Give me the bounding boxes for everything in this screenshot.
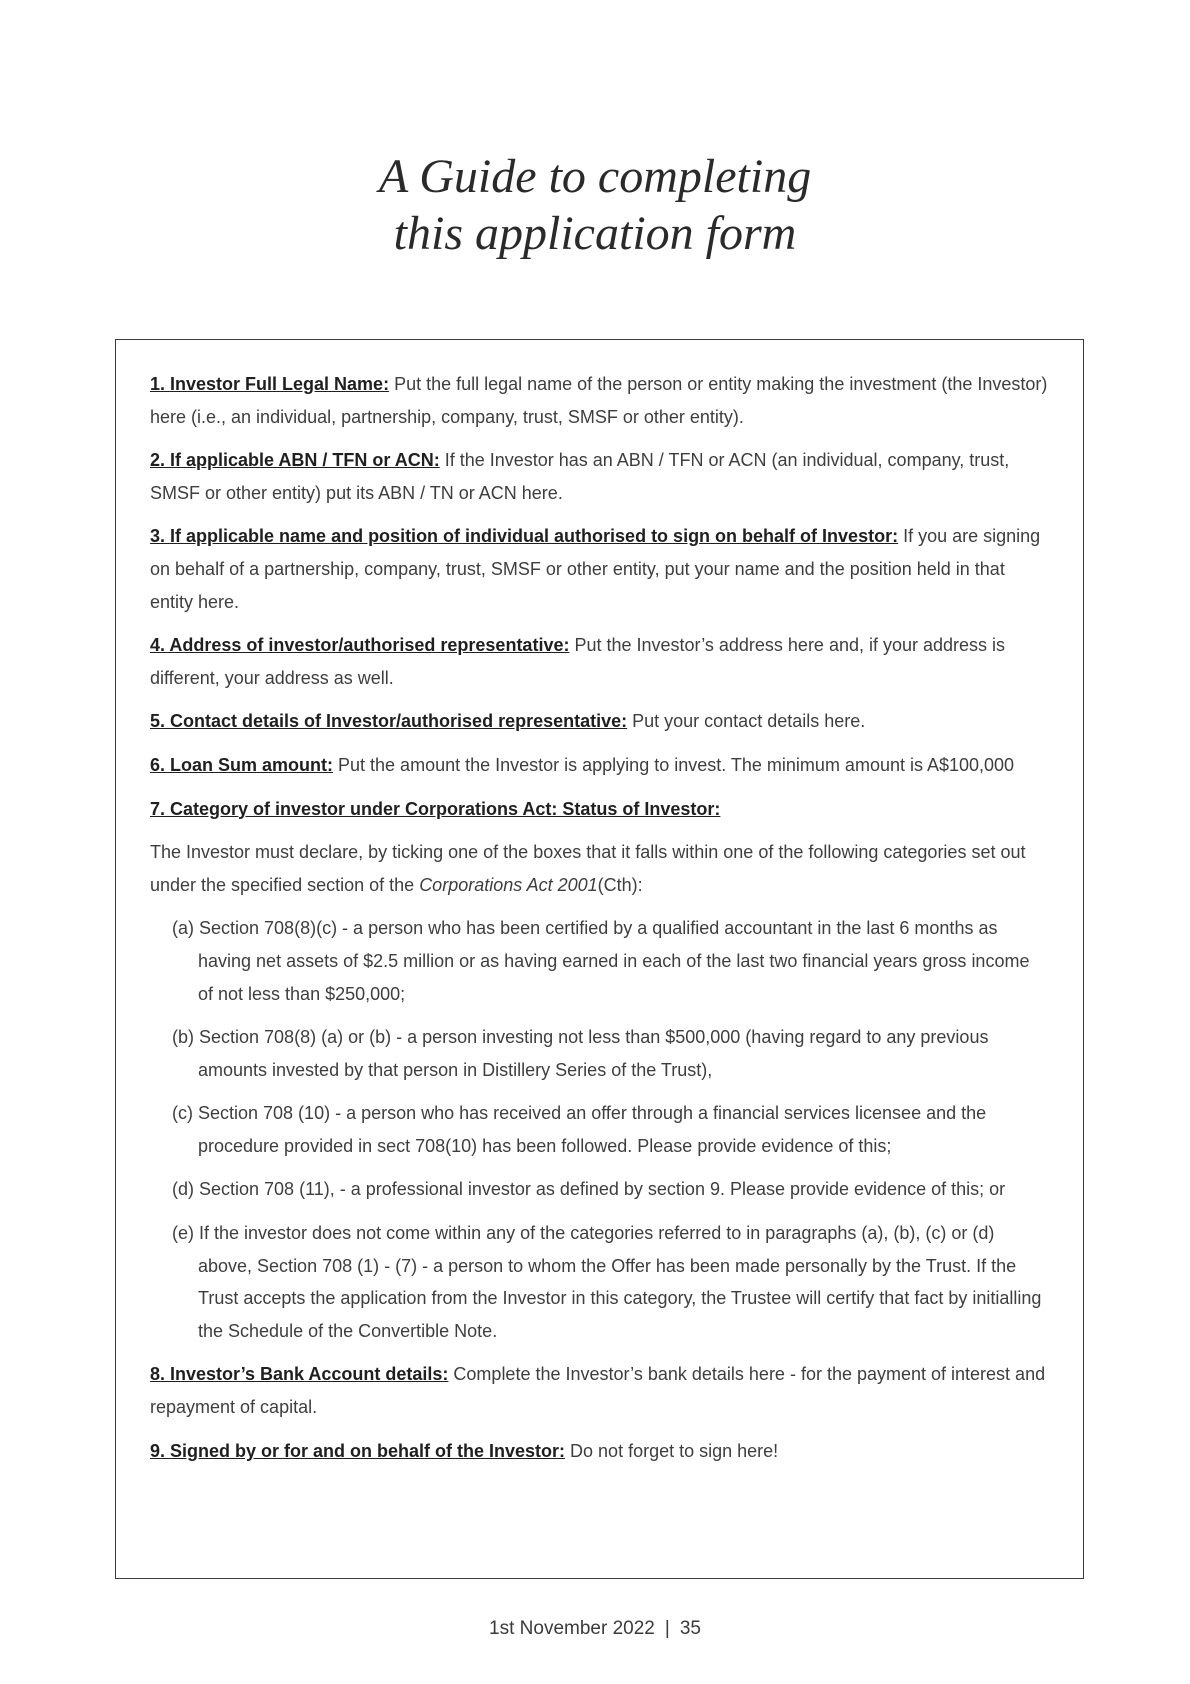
category-b: (b) Section 708(8) (a) or (b) - a person investing not less than $500,000 (having regard to any previous amounts invested by that person in Distillery Series of the Trust), [172,1027,989,1080]
title-line-1: A Guide to completing [378,150,812,203]
guide-item-text: Put the Investor’s address here and, if your address is different, your address as well. [150,635,1006,688]
guide-item-6 [150,749,1049,782]
corporations-act-name: Corporations Act 2001 [419,874,598,895]
footer-separator: | [664,1618,670,1639]
guide-item-text: Put the full legal name of the person or entity making the investment (the Investor) here (i.e., an individual, partnership, company, trust, SMSF or other entity). [150,374,1048,427]
guide-item-7 [150,793,1049,826]
guide-item-3 [150,520,1049,618]
category-e: (e) If the investor does not come within any of the categories referred to in paragraphs (a), (b), (c) or (d) above, Section 708 (1) - (7) - a person to whom the Offer has been made personally by the Trust. If the Trust accepts the application from the Investor in this category, the Trustee will certify that fact by initialling the Schedule of the Convertible Note. [172,1223,1042,1341]
guide-item-text: If you are signing on behalf of a partnership, company, trust, SMSF or other entity, put your name and the position held in that entity here. [150,526,1041,612]
declaration-text [150,836,1049,901]
guide-item-label: 9. Signed by or for and on behalf of the Investor: [150,1440,566,1461]
guide-item-label: 3. If applicable name and position of individual authorised to sign on behalf of Investor: [150,526,899,547]
guide-item-1 [150,368,1049,433]
page-footer [0,1618,1190,1640]
page-title [0,148,1190,262]
guide-item-label: 2. If applicable ABN / TFN or ACN: [150,450,440,471]
guide-box [115,339,1084,1579]
guide-item-text: Put your contact details here. [627,711,866,732]
guide-item-label: 1. Investor Full Legal Name: [150,374,390,394]
category-a: (a) Section 708(8)(c) - a person who has been certified by a qualified accountant in the last 6 months as having net assets of $2.5 million or as having earned in each of the last two financial years gross income of not less than $250,000; [172,918,1030,1004]
guide-item-text: If the Investor has an ABN / TFN or ACN (an individual, company, trust, SMSF or other entity) put its ABN / TN or ACN here. [150,450,1010,503]
declaration-after: (Cth): [597,874,643,895]
guide-item-label: 5. Contact details of Investor/authorised representative: [150,711,628,732]
guide-item-4 [150,629,1049,694]
category-d: (d) Section 708 (11), - a professional investor as defined by section 9. Please provide evidence of this; or [172,1179,1006,1200]
footer-date: 1st November 2022 [489,1618,655,1639]
guide-item-2 [150,444,1049,509]
guide-item-label: 8. Investor’s Bank Account details: [150,1364,449,1385]
category-c: (c) Section 708 (10) - a person who has received an offer through a financial services licensee and the procedure provided in sect 708(10) has been followed. Please provide evidence of this; [172,1103,987,1156]
page-number: 35 [679,1618,701,1639]
guide-item-5 [150,705,1049,738]
guide-item-label: 4. Address of investor/authorised representative: [150,635,570,656]
guide-item-label: 6. Loan Sum amount: [150,754,334,775]
guide-item-9 [150,1435,1049,1468]
guide-item-label: 7. Category of investor under Corporations Act: Status of Investor: [150,798,721,819]
guide-item-text: Complete the Investor’s bank details here - for the payment of interest and repayment of capital. [150,1364,1046,1418]
guide-item-text: Do not forget to sign here! [565,1440,779,1461]
declaration-before: The Investor must declare, by ticking one of the boxes that it falls within one of the following categories set out under the specified section of the [150,842,1026,895]
guide-item-8 [150,1358,1049,1423]
title-line-2: this application form [393,207,797,260]
guide-item-text: Put the amount the Investor is applying to invest. The minimum amount is A$100,000 [333,754,1015,775]
